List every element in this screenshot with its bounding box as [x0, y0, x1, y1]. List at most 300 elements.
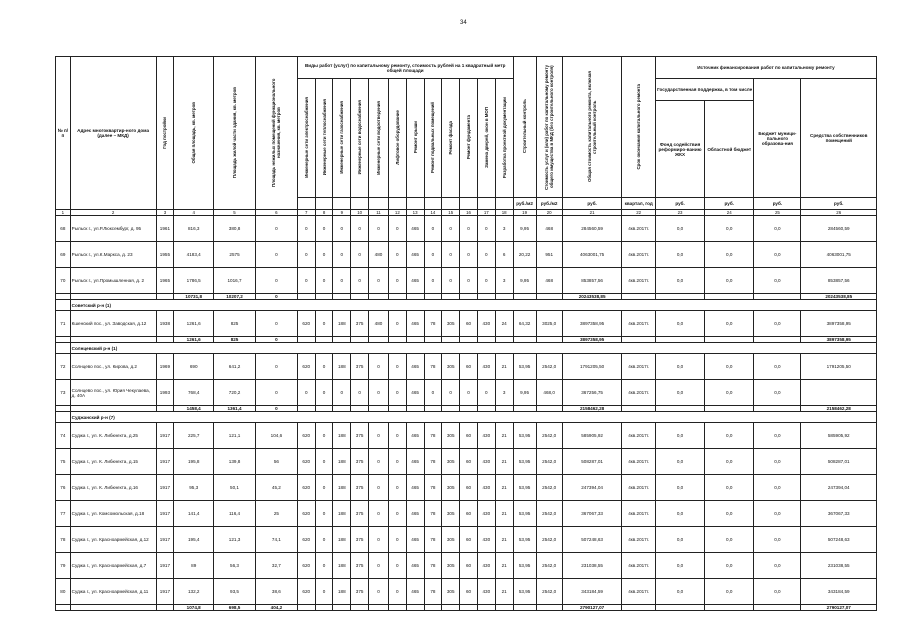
column-number-9: 9 [333, 210, 351, 216]
unit-construction-control: руб./м2 [513, 198, 536, 210]
header-work-4-text: Инженерные сети водоснабжения [357, 100, 363, 175]
row-cell: 3 [495, 268, 513, 294]
row-cell: 4183,4 [174, 242, 214, 268]
row-cell: 9,95 [513, 216, 536, 242]
row-cell: 0 [297, 268, 315, 294]
row-cell: 0 [333, 268, 351, 294]
header-work-12-text: Разработка проектной документации [501, 96, 507, 179]
district-cell-no [56, 343, 71, 354]
row-cell: 53,95 [513, 475, 536, 501]
row-cell: 2575 [214, 242, 256, 268]
row-cell: 0 [477, 380, 495, 406]
row-cell: 0 [369, 553, 389, 579]
row-cell: 480 [369, 311, 389, 337]
row-cell: 430 [477, 449, 495, 475]
row-cell: 4кв.2017г. [622, 268, 656, 294]
row-cell: 2542,0 [536, 579, 562, 605]
row-cell: 305 [442, 553, 460, 579]
row-cell: 1786,5 [174, 268, 214, 294]
total-row [56, 605, 877, 611]
header-living-area [214, 57, 256, 210]
row-cell: 1791205,50 [562, 354, 622, 380]
total-empty [406, 605, 424, 611]
total-area: 10731,8 [174, 294, 214, 300]
header-state-support: Государственная поддержка, в том числе [655, 79, 753, 101]
row-cell: 0,0 [754, 354, 801, 380]
row-cell: 0 [333, 216, 351, 242]
row-cell: 0,0 [655, 553, 704, 579]
total-empty [655, 605, 704, 611]
row-cell: 620 [297, 449, 315, 475]
row-address: Суджа г., ул. К. Либкнехта, д.15 [70, 449, 156, 475]
header-year [156, 57, 174, 210]
row-cell: 25 [255, 501, 297, 527]
row-address: Суджа г., ул. Красноармейская, д.7 [70, 553, 156, 579]
row-cell: 53,95 [513, 501, 536, 527]
table-row [56, 423, 877, 449]
row-cell: 0 [388, 423, 406, 449]
total-empty [156, 605, 174, 611]
row-cell: 0,0 [655, 449, 704, 475]
row-cell: 247394,04 [562, 475, 622, 501]
row-cell: 121,3 [214, 527, 256, 553]
header-works-group: Виды работ (услуг) по капитальному ремонту, стоимость рублей на 1 квадратный метр общей площади [297, 57, 513, 79]
row-cell: 853857,56 [562, 268, 622, 294]
row-cell: 380,8 [214, 216, 256, 242]
total-living-area: 10207,2 [214, 294, 256, 300]
row-cell: 6 [495, 242, 513, 268]
row-cell: 56,3 [214, 553, 256, 579]
row-cell: 225,7 [174, 423, 214, 449]
header-work-6-text: Лифтовое оборудование [394, 110, 400, 165]
table-row [56, 579, 877, 605]
row-cell [801, 380, 877, 406]
header-work-12 [495, 79, 513, 198]
row-cell: 231038,55 [562, 553, 622, 579]
header-functional-area-text: Площадь нежилых помещений функционального назначения, кв. метров [271, 78, 282, 187]
row-cell: 375 [351, 354, 369, 380]
row-cell: 465 [406, 579, 424, 605]
row-cell: 24 [495, 311, 513, 337]
row-cell: 4кв.2017г. [622, 579, 656, 605]
row-cell: 0 [315, 527, 333, 553]
row-cell: 0 [424, 216, 442, 242]
row-cell: 0,0 [705, 354, 754, 380]
total-empty [477, 605, 495, 611]
header-work-10 [460, 79, 478, 198]
row-cell: 53,95 [513, 527, 536, 553]
row-cell: 0,0 [655, 242, 704, 268]
column-number-20: 20 [536, 210, 562, 216]
row-cell: 21 [495, 354, 513, 380]
row-cell: 20,22 [513, 242, 536, 268]
row-cell: 74,1 [255, 527, 297, 553]
row-cell: 50,1 [214, 475, 256, 501]
row-cell: 0,0 [705, 475, 754, 501]
row-cell: 1961 [156, 216, 174, 242]
row-cell: 0 [315, 475, 333, 501]
row-cell: 68 [56, 216, 71, 242]
row-address: Суджа г., ул. К. Либкнехта, д.25 [70, 423, 156, 449]
row-cell: 0,0 [655, 527, 704, 553]
header-cost-per-m2 [536, 57, 562, 198]
row-cell: 1965 [156, 268, 174, 294]
row-cell: 60 [460, 423, 478, 449]
district-name: Советский р-н (1) [70, 300, 876, 311]
row-cell: 465 [406, 553, 424, 579]
row-cell: 0,0 [754, 501, 801, 527]
row-cell: 0 [442, 380, 460, 406]
row-cell: 305 [442, 475, 460, 501]
row-cell: 620 [297, 553, 315, 579]
row-cell: 430 [477, 311, 495, 337]
row-cell: 2542,0 [536, 354, 562, 380]
row-cell: 0 [477, 268, 495, 294]
row-cell: 620 [297, 475, 315, 501]
row-cell: 4кв.2017г. [622, 216, 656, 242]
row-address: Рыльск г., ул.К.Маркса, д. 23 [70, 242, 156, 268]
column-number-16: 16 [460, 210, 478, 216]
row-cell: 75 [56, 449, 71, 475]
row-cell: 0 [351, 380, 369, 406]
total-empty [315, 605, 333, 611]
header-living-area-text: Площадь жилой части здания, кв. метров [232, 86, 238, 179]
row-cell: 853857,56 [801, 268, 877, 294]
row-cell: 430 [477, 475, 495, 501]
row-cell: 74 [56, 423, 71, 449]
row-cell: 4кв.2017г. [622, 242, 656, 268]
row-cell: 21 [495, 501, 513, 527]
column-number-21: 21 [562, 210, 622, 216]
header-work-unit-12 [495, 198, 513, 210]
total-living-area: 825 [214, 337, 256, 343]
row-cell: 0 [255, 354, 297, 380]
row-cell: 0 [297, 380, 315, 406]
row-cell: 21 [495, 527, 513, 553]
row-cell: 21 [495, 423, 513, 449]
row-cell: 80 [56, 579, 71, 605]
row-cell: 132,2 [174, 579, 214, 605]
row-cell: 430 [477, 354, 495, 380]
header-work-2 [315, 79, 333, 198]
row-cell: 825 [214, 311, 256, 337]
row-cell: 375 [351, 553, 369, 579]
row-cell: 585905,92 [562, 423, 622, 449]
row-cell: 343184,59 [801, 579, 877, 605]
header-work-11 [477, 79, 495, 198]
row-cell: 305 [442, 449, 460, 475]
header-work-unit-5 [369, 198, 389, 210]
row-cell: 0,0 [705, 423, 754, 449]
row-cell: 468 [536, 268, 562, 294]
row-cell: 0 [315, 449, 333, 475]
row-cell: 247394,04 [801, 475, 877, 501]
row-cell: 1938 [156, 311, 174, 337]
row-cell: 188 [333, 311, 351, 337]
row-cell: 0 [388, 242, 406, 268]
total-empty [513, 605, 536, 611]
row-cell: 188 [333, 354, 351, 380]
row-address: Рыльск г., ул.Р.Люксембург, д. 95 [70, 216, 156, 242]
table-row [56, 354, 877, 380]
total-empty [56, 605, 71, 611]
row-cell: 78 [424, 501, 442, 527]
header-work-7 [406, 79, 424, 198]
row-cell: 4кв.2017г. [622, 475, 656, 501]
total-own-funds: 20243538,85 [801, 294, 877, 300]
row-cell: 0 [255, 242, 297, 268]
row-cell: 367067,33 [562, 501, 622, 527]
row-cell: 0,0 [705, 242, 754, 268]
column-number-15: 15 [442, 210, 460, 216]
row-cell: 9,95 [513, 380, 536, 406]
row-cell: 89 [174, 553, 214, 579]
row-cell: 78 [424, 553, 442, 579]
row-cell: 104,6 [255, 423, 297, 449]
column-number-7: 7 [297, 210, 315, 216]
row-cell: 3025,0 [536, 311, 562, 337]
row-cell: 1917 [156, 475, 174, 501]
row-cell: 9,95 [513, 268, 536, 294]
total-cost: 20243538,85 [562, 294, 622, 300]
row-cell: 0,0 [655, 380, 704, 406]
row-cell: 0 [297, 242, 315, 268]
row-cell: 305 [442, 354, 460, 380]
row-cell: 4063001,75 [801, 242, 877, 268]
row-cell: 0,0 [705, 216, 754, 242]
row-cell: 0,0 [655, 311, 704, 337]
total-area: 1074,8 [174, 605, 214, 611]
row-cell: 0,0 [754, 579, 801, 605]
page-number: 34 [460, 20, 467, 26]
row-cell: 0 [460, 216, 478, 242]
row-cell: 0 [369, 268, 389, 294]
table-body [56, 210, 877, 611]
row-cell: 195,4 [174, 527, 214, 553]
unit-deadline: квартал, год [622, 198, 656, 210]
row-cell: 465 [406, 216, 424, 242]
header-work-9-text: Ремонт фасада [448, 120, 454, 155]
row-cell: 0 [255, 311, 297, 337]
row-cell: 0 [369, 423, 389, 449]
row-cell: 0 [388, 579, 406, 605]
row-cell: 60 [460, 311, 478, 337]
header-total-area [174, 57, 214, 210]
row-cell: 480 [369, 242, 389, 268]
row-cell: 1917 [156, 501, 174, 527]
row-cell: 2542,0 [536, 449, 562, 475]
header-work-7-text: Ремонт крыши [412, 121, 418, 154]
row-cell: 188 [333, 553, 351, 579]
header-sources-group: Источник финансирования работ по капитальному ремонту [655, 57, 876, 79]
table-row [56, 311, 877, 337]
header-work-3 [333, 79, 351, 198]
header-work-5-text: Инженерные сети водоотведения [375, 100, 381, 175]
row-cell: 141,4 [174, 501, 214, 527]
row-cell: 0 [255, 216, 297, 242]
row-cell: 60 [460, 553, 478, 579]
row-cell: 93,5 [214, 579, 256, 605]
row-cell: 0,0 [655, 475, 704, 501]
row-cell: 4кв.2017г. [622, 501, 656, 527]
row-cell: 21 [495, 449, 513, 475]
row-cell: 4063001,75 [562, 242, 622, 268]
column-number-24: 24 [705, 210, 754, 216]
row-cell: 0 [315, 579, 333, 605]
row-cell: 4кв.2017г. [622, 423, 656, 449]
row-cell: 0,0 [754, 311, 801, 337]
total-empty [442, 605, 460, 611]
row-cell: 72 [56, 354, 71, 380]
row-cell: 188 [333, 449, 351, 475]
row-cell: 38,6 [255, 579, 297, 605]
header-functional-area [255, 57, 297, 210]
row-cell: 0,0 [655, 501, 704, 527]
row-cell: 465 [406, 268, 424, 294]
row-cell: 1261,6 [174, 311, 214, 337]
row-cell: 60 [460, 501, 478, 527]
row-cell: 3897358,95 [562, 311, 622, 337]
header-work-5 [369, 79, 389, 198]
row-cell: 375 [351, 527, 369, 553]
row-cell: 188 [333, 423, 351, 449]
column-number-19: 19 [513, 210, 536, 216]
total-cost: 3897358,95 [562, 337, 622, 343]
table-row [56, 553, 877, 579]
row-cell: 375 [351, 501, 369, 527]
row-cell: 0 [369, 449, 389, 475]
row-address: Солнцево пос., ул. Кирова, д.2 [70, 354, 156, 380]
row-cell: 53,95 [513, 579, 536, 605]
unit-total-cost: руб. [562, 198, 622, 210]
row-cell: 0 [388, 553, 406, 579]
header-work-unit-7 [406, 198, 424, 210]
row-cell: 116,4 [214, 501, 256, 527]
row-cell: 53,95 [513, 423, 536, 449]
row-cell: 305 [442, 311, 460, 337]
row-cell: 465 [406, 380, 424, 406]
row-cell: 0 [315, 380, 333, 406]
row-cell: 375 [351, 449, 369, 475]
row-cell: 0,0 [754, 449, 801, 475]
row-cell: 375 [351, 311, 369, 337]
row-cell: 0,0 [705, 553, 754, 579]
row-cell: 121,1 [214, 423, 256, 449]
column-number-17: 17 [477, 210, 495, 216]
row-cell: 0 [351, 268, 369, 294]
row-cell: 507248,63 [562, 527, 622, 553]
row-cell: 1955 [156, 242, 174, 268]
row-cell: 284560,59 [562, 216, 622, 242]
row-cell: 60 [460, 527, 478, 553]
table-row [56, 449, 877, 475]
row-cell: 430 [477, 423, 495, 449]
column-number-4: 4 [174, 210, 214, 216]
row-cell: 0 [369, 380, 389, 406]
row-cell: 0 [369, 354, 389, 380]
row-cell: 0 [255, 380, 297, 406]
row-cell: 4кв.2017г. [622, 311, 656, 337]
row-cell: 0 [388, 449, 406, 475]
row-cell: 305 [442, 579, 460, 605]
row-cell: 0 [460, 242, 478, 268]
column-number-13: 13 [406, 210, 424, 216]
row-cell: 70 [56, 268, 71, 294]
column-number-18: 18 [495, 210, 513, 216]
row-cell: 465 [406, 501, 424, 527]
table-row [56, 216, 877, 242]
row-cell: 585905,92 [801, 423, 877, 449]
row-cell: 284560,59 [801, 216, 877, 242]
header-address: Адрес многоквартир-ного дома (далее – МКД) [70, 57, 156, 210]
row-cell: 620 [297, 527, 315, 553]
total-empty [297, 605, 315, 611]
row-cell: 0,0 [705, 380, 754, 406]
row-cell: 508287,01 [801, 449, 877, 475]
row-cell: 0 [315, 311, 333, 337]
header-regional: Областной бюджет [705, 101, 754, 198]
unit-fund: руб. [655, 198, 704, 210]
row-cell: 69 [56, 242, 71, 268]
row-cell: 0 [388, 354, 406, 380]
row-cell: 468,0 [536, 380, 562, 406]
row-cell: 1993 [156, 380, 174, 406]
header-work-unit-8 [424, 198, 442, 210]
row-cell: 0,0 [705, 449, 754, 475]
column-number-26: 26 [801, 210, 877, 216]
row-cell: 508287,01 [562, 449, 622, 475]
row-cell: 64,32 [513, 311, 536, 337]
row-cell: 0 [424, 268, 442, 294]
row-cell: 0 [388, 380, 406, 406]
table-row [56, 268, 877, 294]
district-cell-no [56, 300, 71, 311]
total-cost: 2158462,28 [562, 406, 622, 412]
row-cell: 0 [388, 268, 406, 294]
row-cell: 3 [495, 216, 513, 242]
row-cell: 620 [297, 354, 315, 380]
row-cell: 951 [536, 242, 562, 268]
column-number-10: 10 [351, 210, 369, 216]
total-living-area: 698,5 [214, 605, 256, 611]
row-cell: 0 [315, 216, 333, 242]
row-cell: 0,0 [705, 268, 754, 294]
row-cell: 78 [424, 449, 442, 475]
column-number-1: 1 [56, 210, 71, 216]
column-number-5: 5 [214, 210, 256, 216]
unit-own-funds: руб. [801, 198, 877, 210]
header-work-1-text: Инженерные сети электроснабжения [303, 97, 309, 178]
header-work-unit-3 [333, 198, 351, 210]
row-cell: 0 [442, 268, 460, 294]
row-cell: 430 [477, 579, 495, 605]
row-cell: 720,2 [214, 380, 256, 406]
header-work-8 [424, 79, 442, 198]
header-work-11-text: Замена дверей, окон в МОП [483, 107, 489, 168]
row-cell: 231038,55 [801, 553, 877, 579]
total-area: 1458,4 [174, 406, 214, 412]
header-work-unit-10 [460, 198, 478, 210]
table-header [56, 57, 877, 210]
row-cell: 78 [424, 527, 442, 553]
total-empty [369, 605, 389, 611]
header-cost-per-m2-text: Стоимость услуг и (или) работ по капитальному ремонту общего имущества в МКД (без строительного контроля) [544, 63, 555, 190]
row-cell: 78 [56, 527, 71, 553]
unit-regional: руб. [705, 198, 754, 210]
row-cell: 0 [460, 268, 478, 294]
row-cell: 0,0 [754, 268, 801, 294]
row-cell: 620 [297, 423, 315, 449]
